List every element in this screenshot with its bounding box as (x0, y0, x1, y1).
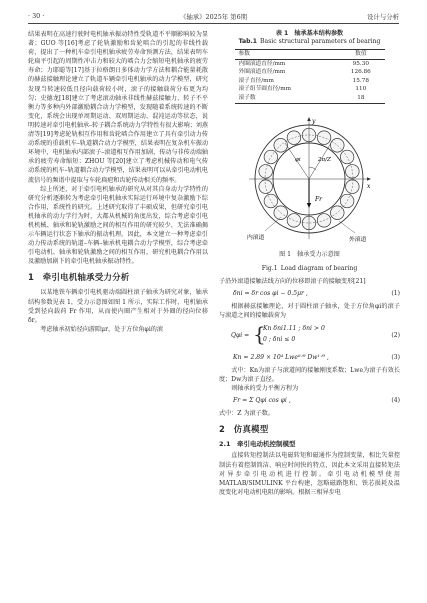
right-column (219, 30, 400, 497)
param-value: 110 (355, 86, 367, 93)
body-paragraph: 结果表明在高速行驶时电机轴承振动特性受轨道不平顺影响较为显著；GUO 等[16]考虑了轮轨激励和齿轮啮合的引起的非线性载荷，提出了一种机车牵引电机轴承疲劳寿命预测方法，结果表明车轮扁平引起的周期性冲击力和较大的啮合力会缩短电机轴承的疲劳寿命；力耶聪等[17]基于拉格朗日多体动力学方法和耦合能量耗散的赫兹接触理论建立了轨道车辆牵引电机轴承的动力学模型，研究发现当转速较低且径向载荷较小时，滚子的接触载荷分布更为均匀；史德龙[18]建立了考虑滚动轴承非线性赫兹接触力、转子不平衡力等多种内外部激励耦合动力学模型，发现随着系统转速的不断变化，系统会出现单周期运动、双周期运动、混沌运动等状态，说明转速对牵引电机轴承–转子耦合系统动力学特性有很大影响；刘燕清等[19]考虑轮轨相互作用和齿轮啮合作用建立了具有牵引动力传动系统的重载机车–轨道耦合动力学模型，结果表明在复杂机车振动环境中，电机轴承内部滚子–滚道相互作用加剧，传动与非传动端轴承的疲劳寿命缩短；ZHOU 等[20]建立了考虑机械传动和电气传动系统的机车–轨道耦合动力学模型，结果表明可以从牵引电动机电流信号的频谱中提取与车轮扁疤和齿轮传动相关的频率。 (28, 31, 208, 184)
equation-4: Fr = Σ Qφi cos φi , (4) (233, 397, 400, 405)
equation-1: δni = δr cos φi − 0.5μr , (1) (233, 289, 400, 297)
param-name: 滚子数 (238, 94, 256, 101)
equation-3: Kn = 2.89 × 10⁴ Lwe⁸ᐟ⁹ Dw¹ᐟ⁹ , (3) (233, 354, 400, 362)
outer-label-leader (339, 221, 355, 233)
angle-pitch-label: 2π/Z (318, 156, 331, 163)
section-heading: 2 仿真模型 (219, 424, 269, 435)
roller (340, 194, 354, 208)
roller (330, 138, 344, 152)
table-row (235, 94, 385, 103)
x-axis-label: x (367, 182, 371, 190)
body-paragraph: 式中：Kn为滚子与滚道间的接触刚度系数；Lwe为滚子有效长度；Dw为滚子直径。 (219, 367, 400, 384)
bearing-load-diagram (219, 109, 400, 245)
table-row (235, 59, 385, 68)
subsection-heading: 2.1 牵引电动机控制模型 (219, 440, 296, 449)
radial-load-label: Fr (315, 195, 323, 203)
param-name: 滚子直径/mm (238, 77, 274, 84)
roller (259, 164, 273, 178)
section-heading: 1 牵引电机轴承受力分析 (28, 272, 130, 283)
param-value: 15.78 (352, 77, 369, 84)
equation-2: Qφi = { Kn δni1.11 ; δni > 0 0 ; δni ≤ 0 (2) (231, 322, 400, 347)
body-paragraph: 根据赫兹接触理论，对于圆柱滚子轴承，处于方位角φi的滚子与滚道之间的接触载荷为 (219, 302, 400, 319)
table-row (235, 68, 385, 77)
bearing-parameter-table (235, 49, 385, 104)
section-name: 设计与分析 (367, 13, 399, 21)
y-axis-arrow (307, 117, 311, 121)
body-paragraph: 考虑轴承初始径向游隙μr，处于方位角φi的滚 (40, 325, 163, 333)
body-paragraph: 子沿外滚道接触法线方向的位移即滚子的接触变形[21] (219, 277, 366, 285)
table-header-row (235, 50, 385, 60)
inner-raceway-label: 内滚道 (247, 234, 265, 241)
x-axis-arrow (367, 177, 371, 181)
left-column (28, 30, 208, 334)
table-row (235, 85, 385, 94)
param-value: 18 (357, 94, 365, 101)
roller (287, 130, 301, 144)
figure-caption-zh: 图 1 轴承受力示意图 (279, 250, 340, 258)
table-caption-en: Tab.1 Basic structural parameters of bearing (238, 38, 381, 45)
param-name: 外圈滚道直径/mm (238, 69, 286, 76)
page-number: · 30 · (28, 12, 45, 20)
body-paragraph: 综上所述，对于牵引电机轴承的研究从对其自身动力学特性的研究分析逐渐转为考虑牵引电机轴承实际运行环境中复杂激励下综合作用，系统性的研究。上述研究取得了丰硕成果，但研究牵引电机轴承的动力学行为时，大都从机械的角度出发，综合考虑牵引电机机械、轴承和轮轨激励之间的相互作用的研究较少，无法准确揭示车辆运行状态下轴承的振动机理。因此，本文建立一种考虑牵引动力传动系统的轨道–车辆–轴承机电耦合动力学模型，综合考虑牵引电动机、轴承和轮轨激励之间的相互作用，研究机电耦合作用以及激励加剧下的牵引电机轴承振动特性。 (28, 185, 208, 266)
radial-load-arrow-head (307, 203, 311, 208)
journal-title: 《轴承》2025年 第6期 (179, 13, 248, 21)
piecewise-brace: { (253, 322, 266, 347)
table-row (235, 77, 385, 86)
body-paragraph: 以某地铁车辆牵引电机驱动端圆柱滚子轴承为研究对象，轴承结构参数见表 1，受力示意图如图 1 所示，实际工作时，电机轴承受到径向载荷 Fr 作用，从而使内圈产生相对于外圈的径向位移 δr。 (28, 289, 208, 324)
column-header: 参数 (238, 51, 250, 57)
figure-caption-en: Fig.1 Load diagram of bearing (261, 264, 358, 272)
param-value: 126.86 (350, 69, 371, 76)
y-axis-label: y (312, 117, 316, 125)
roller (264, 194, 278, 208)
roller (346, 164, 360, 178)
column-header: 数值 (355, 51, 367, 57)
table-caption-zh: 表 1 轴承基本结构参数 (275, 30, 344, 37)
param-name: 内圈滚道直径/mm (238, 60, 286, 67)
body-paragraph: 则轴承的受力平衡方程为 (231, 385, 299, 393)
bearing-diagram-svg (219, 109, 400, 245)
outer-raceway-label: 外滚道 (349, 236, 367, 243)
header-rule (28, 23, 399, 24)
param-name: 滚子组节圆直径/mm (238, 86, 292, 93)
body-paragraph: 式中：Z 为滚子数。 (219, 410, 274, 418)
param-value: 95.30 (352, 60, 369, 67)
body-paragraph: 直接转矩控制法以电磁转矩和磁通作为控制变量，相比矢量控制法有着控制简洁、响应时间快的特点，因此本文采用直接转矩法对异步牵引电动机进行控制。牵引电动机模型使用 MATLAB/SIMULINK 平台构建，忽略磁路饱和、铁芯损耗及温度变化对电动机电阻的影响。根据三相异步电 (219, 452, 400, 496)
angle-phi-label: φi (295, 156, 301, 163)
